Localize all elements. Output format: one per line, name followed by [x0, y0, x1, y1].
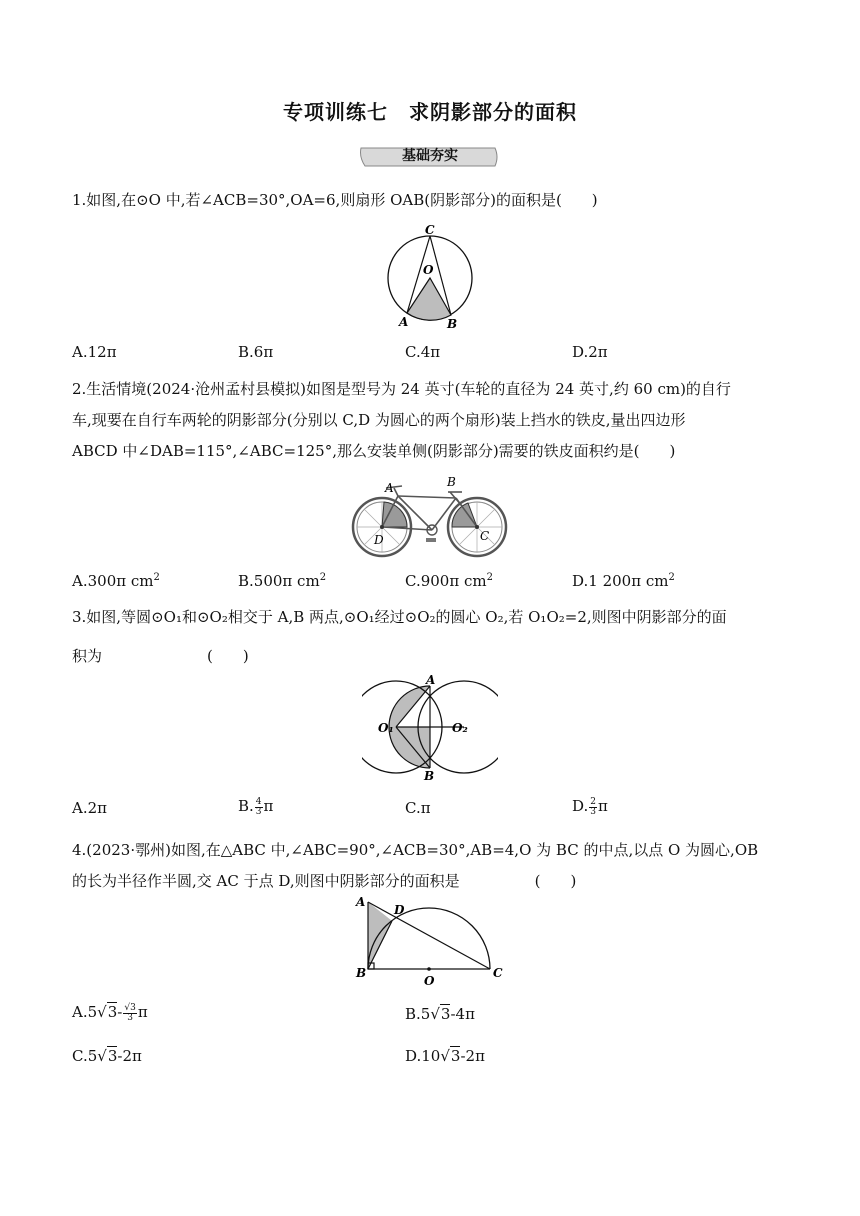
- question-2-line-1: 2.生活情境(2024·沧州孟村县模拟)如图是型号为 24 英寸(车轮的直径为 24 英寸,约 60 cm)的自行: [72, 380, 731, 398]
- q3-option-b: B. $\frac{4}{3}$ π: [238, 796, 274, 817]
- question-4-line-2: 的长为半径作半圆,交 AC 于点 D,则图中阴影部分的面积是 ( ): [72, 872, 577, 890]
- q4-option-b: B.5√3-4π: [405, 1005, 475, 1023]
- q2-option-c: C.900π $cm^2$: [405, 572, 493, 590]
- q3-option-c: C.π: [405, 799, 431, 817]
- question-3-line-2: 积为 ( ): [72, 647, 249, 665]
- q1-label-a: A: [399, 315, 409, 329]
- page-title: 专项训练七 求阴影部分的面积: [283, 100, 577, 124]
- q3-label-b: B: [424, 769, 435, 783]
- q2-label-a: A: [385, 481, 394, 495]
- section-label: 基础夯实: [402, 148, 458, 164]
- q3-option-a: A.2π: [72, 799, 108, 817]
- q4-figure: [348, 890, 510, 990]
- q1-option-b: B.6π: [238, 343, 274, 361]
- q3-label-o2: O₂: [452, 721, 468, 735]
- q2-option-b: B.500π $cm^2$: [238, 572, 327, 590]
- question-3-line-1: 3.如图,等圆⊙O₁和⊙O₂相交于 A,B 两点,⊙O₁经过⊙O₂的圆心 O₂,若 O₁O₂=2,则图中阴影部分的面: [72, 608, 727, 626]
- question-4-line-1: 4.(2023·鄂州)如图,在△ABC 中,∠ABC=90°,∠ACB=30°,AB=4,O 为 BC 的中点,以点 O 为圆心,OB: [72, 841, 759, 859]
- q1-label-o: O: [423, 263, 434, 277]
- q4-option-c: C.5√3-2π: [72, 1047, 142, 1065]
- q3-label-o1: O₁: [378, 721, 394, 735]
- section-badge: [359, 146, 501, 168]
- question-1-text: 1.如图,在⊙O 中,若∠ACB=30°,OA=6,则扇形 OAB(阴影部分)的面积是( ): [72, 191, 598, 209]
- q1-option-d: D.2π: [572, 343, 608, 361]
- q2-label-d: D: [374, 533, 384, 547]
- q4-label-d: D: [394, 903, 405, 917]
- q2-option-d: D.1 200π $cm^2$: [572, 572, 675, 590]
- q1-label-c: C: [425, 223, 435, 237]
- q3-label-a: A: [426, 673, 436, 687]
- q1-option-a: A.12π: [72, 343, 117, 361]
- q2-option-a: A.300π $cm^2$: [72, 572, 160, 590]
- q1-label-b: B: [447, 317, 458, 331]
- q4-label-c: C: [493, 966, 503, 980]
- question-2-line-3: ABCD 中∠DAB=115°,∠ABC=125°,那么安装单侧(阴影部分)需要的铁皮面积约是( ): [72, 442, 676, 460]
- question-2-line-2: 车,现要在自行车两轮的阴影部分(分别以 C,D 为圆心的两个扇形)装上挡水的铁皮,量出四边形: [72, 411, 686, 429]
- q4-label-o: O: [424, 974, 435, 988]
- q1-figure: [385, 222, 475, 334]
- q2-label-c: C: [480, 529, 490, 543]
- q1-option-c: C.4π: [405, 343, 441, 361]
- q2-label-b: B: [447, 475, 456, 489]
- q2-bicycle-figure: [350, 472, 510, 564]
- q3-option-d: D. $\frac{2}{3}$ π: [572, 796, 608, 817]
- q4-label-a: A: [356, 895, 366, 909]
- q3-figure: [362, 672, 498, 784]
- q4-option-a: A.5√3- $\frac{√3}{3}$ π: [72, 1002, 148, 1023]
- q4-label-b: B: [356, 966, 367, 980]
- q4-option-d: D.10√3-2π: [405, 1047, 485, 1065]
